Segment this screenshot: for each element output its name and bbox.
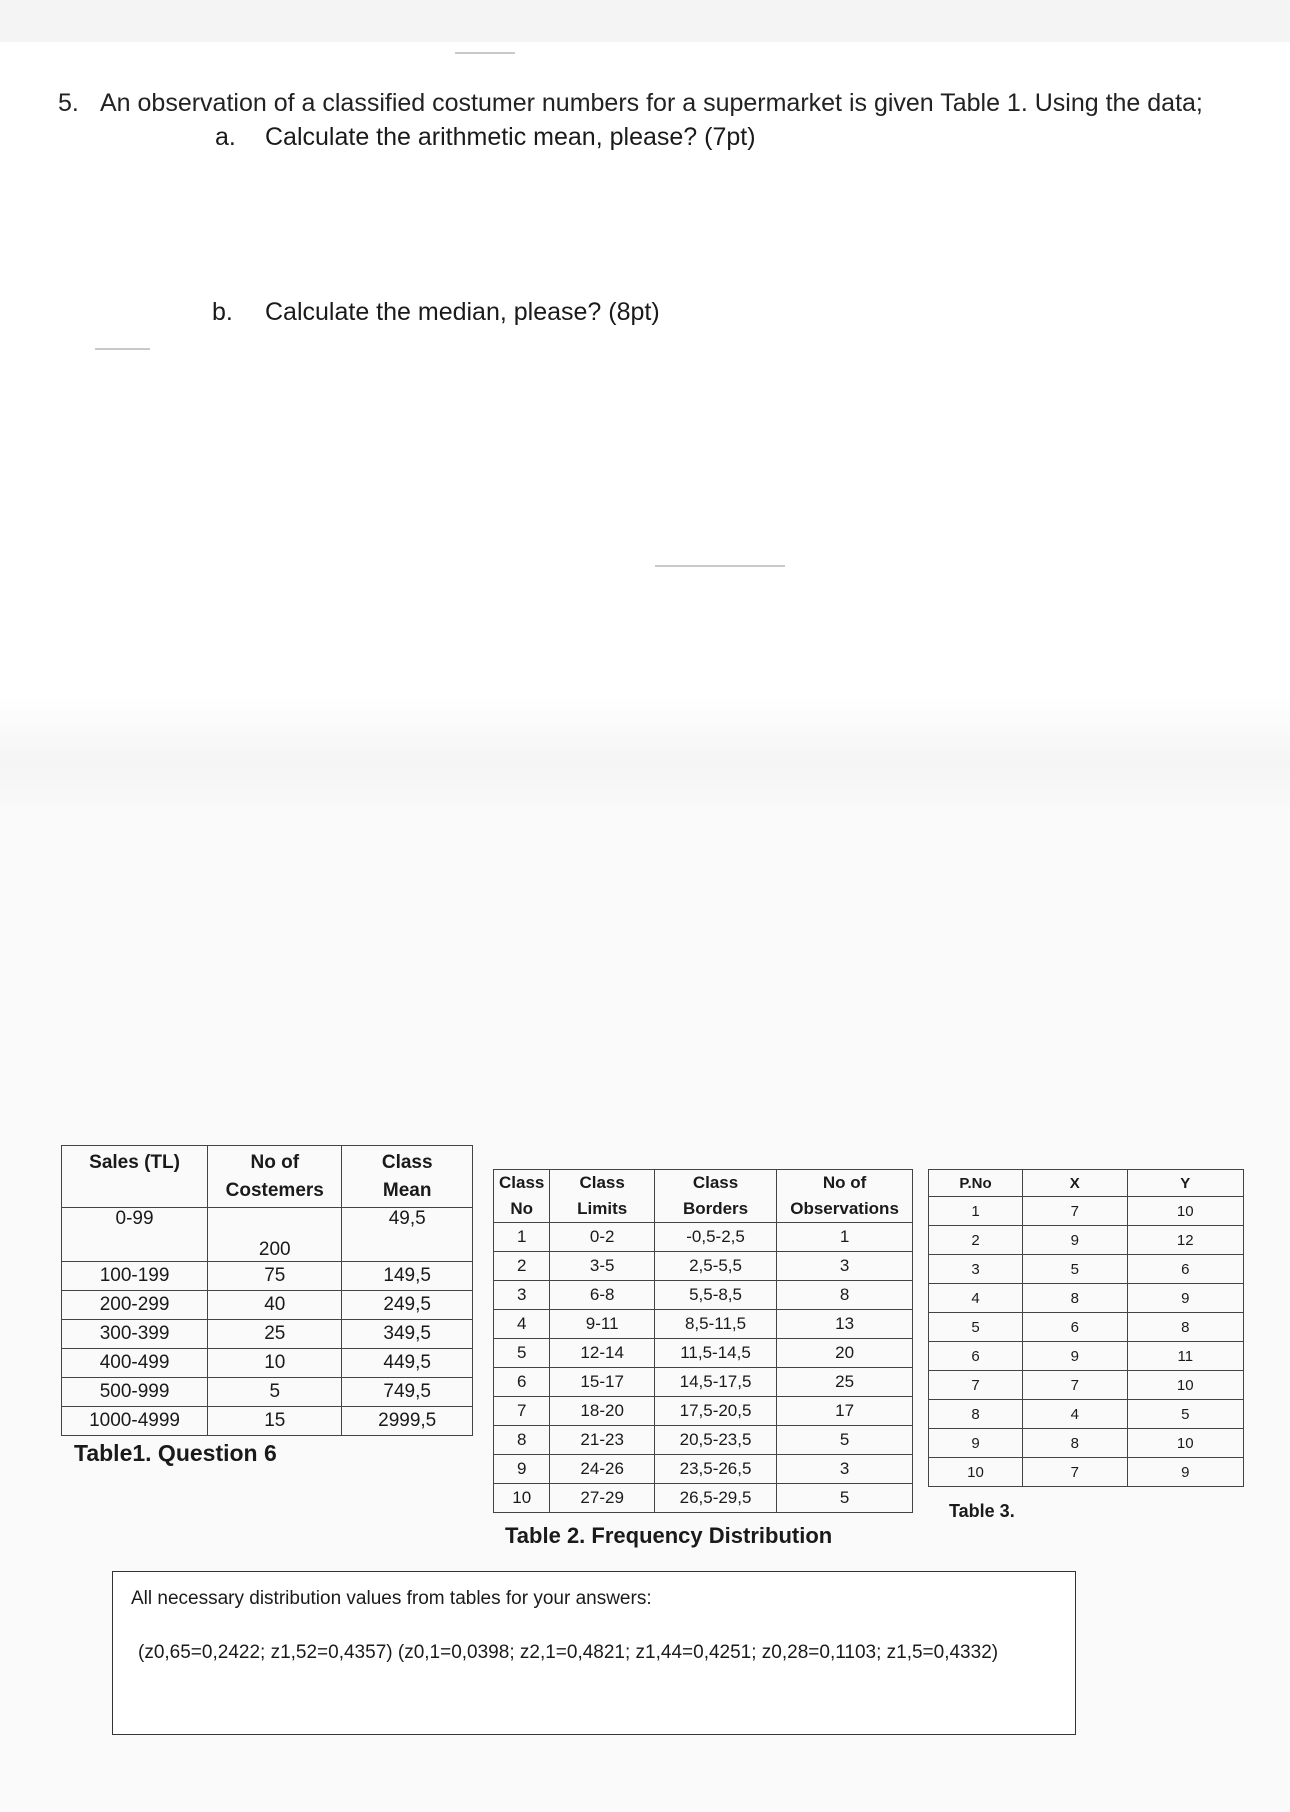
cell-customers: 25: [208, 1320, 342, 1349]
cell-pno: 9: [929, 1429, 1023, 1458]
cell-mean: 449,5: [342, 1349, 473, 1378]
header-class-borders: Class Borders: [654, 1170, 776, 1223]
table-row: [929, 1226, 1244, 1255]
table-row: [494, 1397, 913, 1426]
cell-y: 10: [1127, 1197, 1243, 1226]
cell-obs: 20: [777, 1339, 913, 1368]
cell-borders: 8,5-11,5: [654, 1310, 776, 1339]
table1-caption: Table1. Question 6: [74, 1440, 277, 1466]
smudge-mark: [655, 565, 785, 567]
cell-pno: 7: [929, 1371, 1023, 1400]
part-b-text: Calculate the median, please? (8pt): [265, 298, 660, 326]
cell-x: 8: [1023, 1284, 1128, 1313]
cell-obs: 17: [777, 1397, 913, 1426]
frequency-table: [493, 1169, 913, 1513]
cell-mean: 2999,5: [342, 1407, 473, 1436]
header-pno: P.No: [929, 1170, 1023, 1197]
table-row: [62, 1320, 473, 1349]
cell-mean: 749,5: [342, 1378, 473, 1407]
cell-pno: 1: [929, 1197, 1023, 1226]
cell-x: 7: [1023, 1197, 1128, 1226]
cell-sales: 300-399: [62, 1320, 208, 1349]
cell-borders: 11,5-14,5: [654, 1339, 776, 1368]
cell-no: 1: [494, 1223, 550, 1252]
cell-no: 8: [494, 1426, 550, 1455]
question-text: An observation of a classified costumer numbers for a supermarket is given Table 1. Using the data;: [100, 89, 1203, 117]
cell-y: 10: [1127, 1371, 1243, 1400]
table-row: [494, 1223, 913, 1252]
cell-limits: 27-29: [550, 1484, 654, 1513]
cell-mean: 349,5: [342, 1320, 473, 1349]
cell-pno: 10: [929, 1458, 1023, 1487]
cell-limits: 24-26: [550, 1455, 654, 1484]
table2-caption: Table 2. Frequency Distribution: [505, 1523, 833, 1548]
cell-borders: 26,5-29,5: [654, 1484, 776, 1513]
table-row: [62, 1349, 473, 1378]
cell-no: 7: [494, 1397, 550, 1426]
cell-y: 12: [1127, 1226, 1243, 1255]
table-row: [929, 1197, 1244, 1226]
cell-customers: 15: [208, 1407, 342, 1436]
table-row: [929, 1429, 1244, 1458]
table-row: [494, 1426, 913, 1455]
cell-pno: 8: [929, 1400, 1023, 1429]
table-row: [494, 1339, 913, 1368]
xy-table: [928, 1169, 1244, 1487]
table-row: [494, 1484, 913, 1513]
header-customers: No of Costemers: [208, 1146, 342, 1208]
smudge-mark: [95, 348, 150, 350]
cell-sales: 1000-4999: [62, 1407, 208, 1436]
cell-borders: 20,5-23,5: [654, 1426, 776, 1455]
table-row: [929, 1400, 1244, 1429]
cell-obs: 3: [777, 1455, 913, 1484]
cell-no: 4: [494, 1310, 550, 1339]
table-row: [62, 1262, 473, 1291]
table-row: [929, 1284, 1244, 1313]
cell-pno: 3: [929, 1255, 1023, 1284]
cell-borders: 2,5-5,5: [654, 1252, 776, 1281]
table-row: [929, 1342, 1244, 1371]
cell-limits: 21-23: [550, 1426, 654, 1455]
cell-y: 11: [1127, 1342, 1243, 1371]
header-class-no: Class No: [494, 1170, 550, 1223]
header-class-mean: Class Mean: [342, 1146, 473, 1208]
smudge-mark: [455, 52, 515, 54]
table-row: [494, 1368, 913, 1397]
table-row: [494, 1310, 913, 1339]
header-y: Y: [1127, 1170, 1243, 1197]
cell-x: 8: [1023, 1429, 1128, 1458]
cell-x: 9: [1023, 1226, 1128, 1255]
cell-no: 6: [494, 1368, 550, 1397]
cell-pno: 2: [929, 1226, 1023, 1255]
cell-sales: 100-199: [62, 1262, 208, 1291]
table-row: [929, 1371, 1244, 1400]
cell-borders: 23,5-26,5: [654, 1455, 776, 1484]
cell-mean: 49,5: [342, 1208, 473, 1262]
cell-borders: 14,5-17,5: [654, 1368, 776, 1397]
cell-x: 5: [1023, 1255, 1128, 1284]
table3-caption: Table 3.: [949, 1501, 1015, 1521]
note-values: (z0,65=0,2422; z1,52=0,4357) (z0,1=0,0398; z2,1=0,4821; z1,44=0,4251; z0,28=0,1103; z1,5=0,4332): [138, 1642, 999, 1663]
table-row: [62, 1291, 473, 1320]
header-sales: Sales (TL): [62, 1146, 208, 1208]
sales-table: [61, 1145, 473, 1436]
cell-obs: 8: [777, 1281, 913, 1310]
table-row: [929, 1458, 1244, 1487]
part-a-letter: a.: [215, 123, 236, 151]
cell-x: 9: [1023, 1342, 1128, 1371]
cell-obs: 1: [777, 1223, 913, 1252]
cell-pno: 5: [929, 1313, 1023, 1342]
cell-limits: 12-14: [550, 1339, 654, 1368]
cell-pno: 4: [929, 1284, 1023, 1313]
cell-x: 4: [1023, 1400, 1128, 1429]
cell-limits: 0-2: [550, 1223, 654, 1252]
cell-sales: 400-499: [62, 1349, 208, 1378]
header-class-limits: Class Limits: [550, 1170, 654, 1223]
cell-borders: 5,5-8,5: [654, 1281, 776, 1310]
cell-y: 10: [1127, 1429, 1243, 1458]
table-row: [494, 1252, 913, 1281]
cell-no: 5: [494, 1339, 550, 1368]
cell-limits: 9-11: [550, 1310, 654, 1339]
question-number: 5.: [58, 89, 79, 117]
cell-borders: 17,5-20,5: [654, 1397, 776, 1426]
cell-mean: 249,5: [342, 1291, 473, 1320]
cell-y: 6: [1127, 1255, 1243, 1284]
cell-customers: 75: [208, 1262, 342, 1291]
cell-limits: 3-5: [550, 1252, 654, 1281]
table-row: [929, 1313, 1244, 1342]
table-row: [494, 1281, 913, 1310]
page-break-band: [0, 696, 1290, 806]
cell-y: 9: [1127, 1284, 1243, 1313]
cell-x: 7: [1023, 1371, 1128, 1400]
cell-customers: 200: [208, 1208, 342, 1262]
cell-mean: 149,5: [342, 1262, 473, 1291]
cell-obs: 5: [777, 1484, 913, 1513]
cell-sales: 200-299: [62, 1291, 208, 1320]
table-row: [62, 1407, 473, 1436]
cell-sales: 0-99: [62, 1208, 208, 1262]
cell-borders: -0,5-2,5: [654, 1223, 776, 1252]
part-b-letter: b.: [212, 298, 233, 326]
cell-no: 10: [494, 1484, 550, 1513]
cell-y: 8: [1127, 1313, 1243, 1342]
cell-no: 9: [494, 1455, 550, 1484]
cell-customers: 40: [208, 1291, 342, 1320]
page-top-band: [0, 0, 1290, 42]
table-row: [62, 1208, 473, 1262]
cell-limits: 18-20: [550, 1397, 654, 1426]
cell-x: 7: [1023, 1458, 1128, 1487]
cell-sales: 500-999: [62, 1378, 208, 1407]
table-row: [929, 1255, 1244, 1284]
cell-obs: 5: [777, 1426, 913, 1455]
part-a-text: Calculate the arithmetic mean, please? (7pt): [265, 123, 756, 151]
cell-obs: 13: [777, 1310, 913, 1339]
cell-x: 6: [1023, 1313, 1128, 1342]
cell-obs: 3: [777, 1252, 913, 1281]
cell-limits: 6-8: [550, 1281, 654, 1310]
cell-y: 5: [1127, 1400, 1243, 1429]
table-row: [494, 1455, 913, 1484]
cell-y: 9: [1127, 1458, 1243, 1487]
note-heading: All necessary distribution values from tables for your answers:: [131, 1588, 652, 1609]
table-row: [62, 1378, 473, 1407]
cell-customers: 5: [208, 1378, 342, 1407]
cell-obs: 25: [777, 1368, 913, 1397]
header-observations: No of Observations: [777, 1170, 913, 1223]
header-x: X: [1023, 1170, 1128, 1197]
cell-pno: 6: [929, 1342, 1023, 1371]
cell-limits: 15-17: [550, 1368, 654, 1397]
cell-customers: 10: [208, 1349, 342, 1378]
cell-no: 2: [494, 1252, 550, 1281]
distribution-values-box: [112, 1571, 1076, 1735]
cell-no: 3: [494, 1281, 550, 1310]
